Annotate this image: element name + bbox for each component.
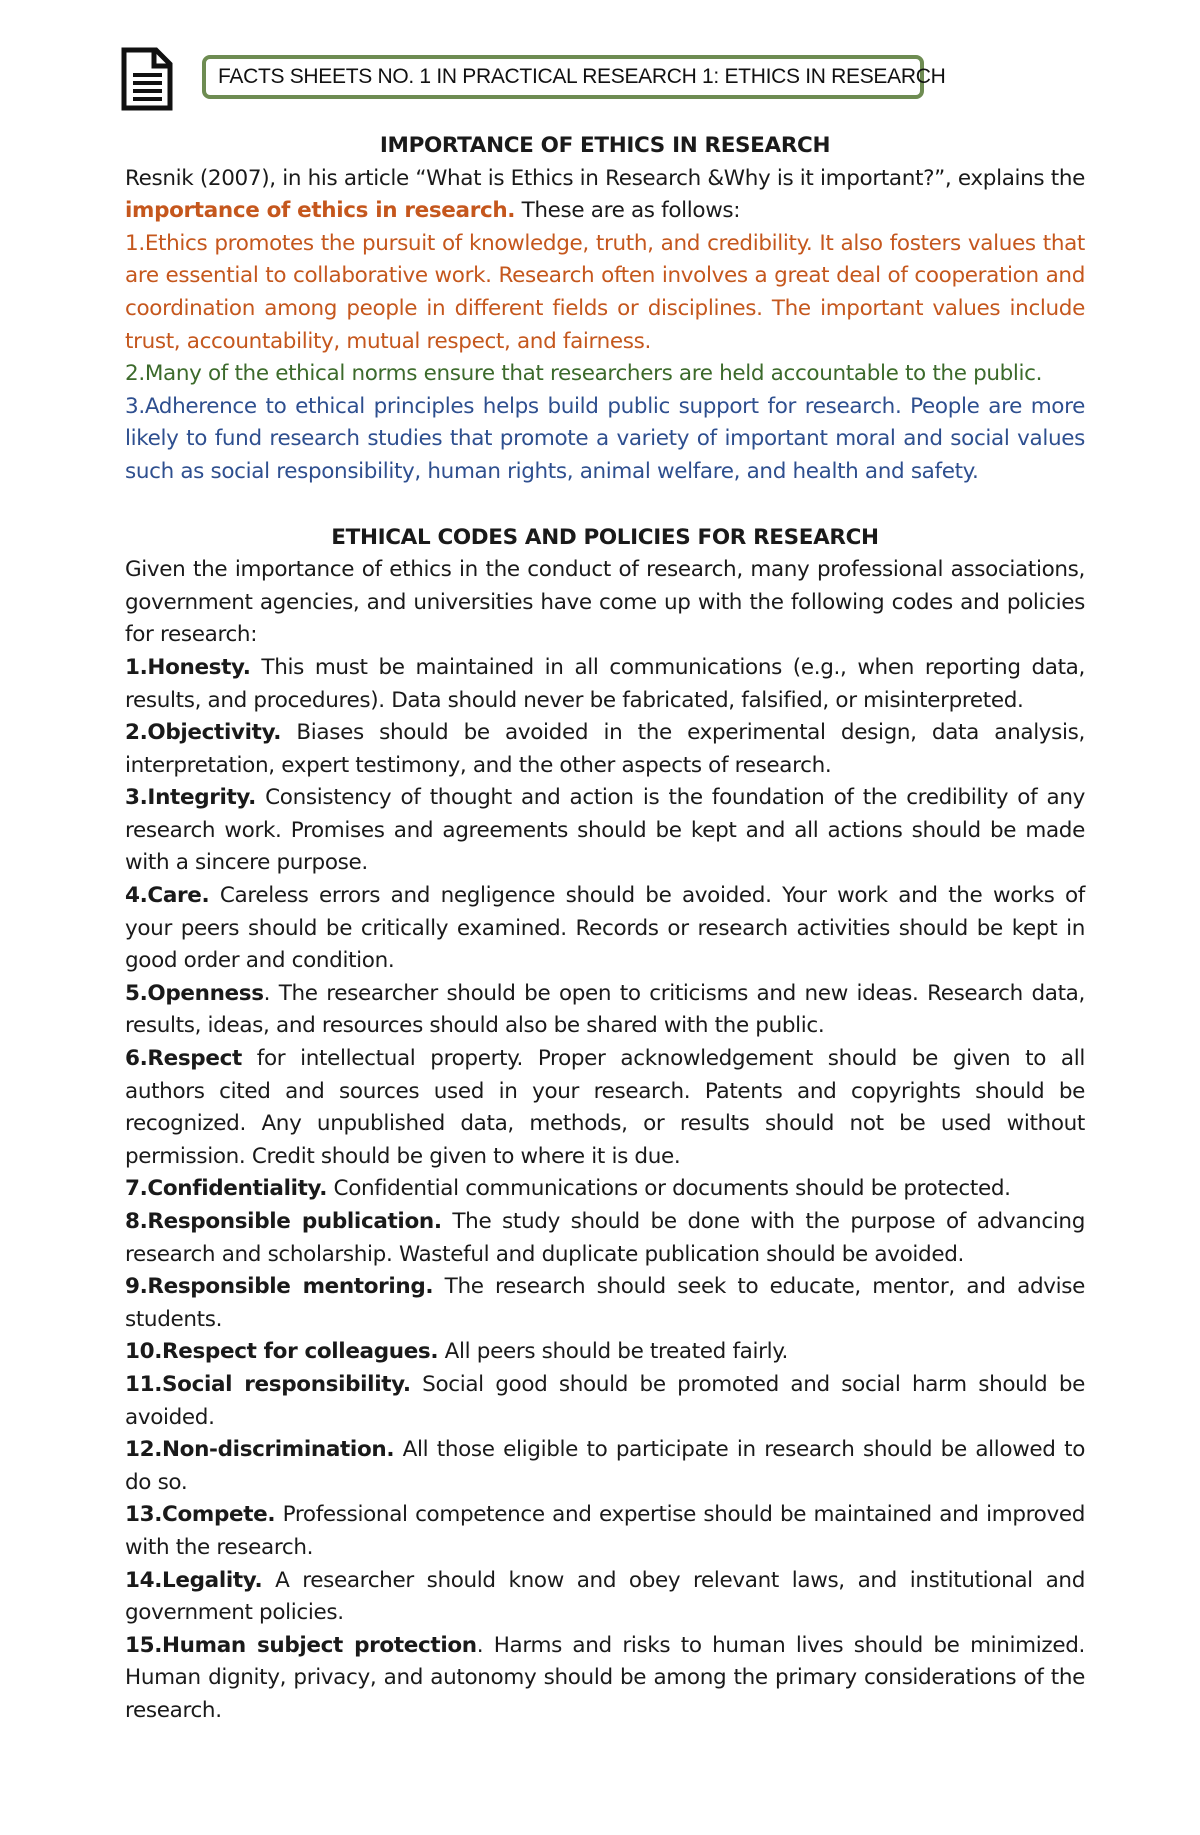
section-spacer <box>125 489 1085 522</box>
code-term: 2.Objectivity. <box>125 720 282 746</box>
code-item-legality <box>125 1565 1085 1630</box>
code-term: 3.Integrity. <box>125 785 256 811</box>
code-text: All peers should be treated fairly. <box>438 1339 789 1365</box>
code-term: 9.Responsible mentoring. <box>125 1274 434 1300</box>
code-term: 8.Responsible publication. <box>125 1209 442 1234</box>
code-text: Confidential communications or documents should be protected. <box>327 1176 1011 1202</box>
code-text: The research should seek to educate, mentor, and advise students. <box>125 1274 1085 1332</box>
code-item-social-responsibility <box>125 1369 1085 1434</box>
code-item-responsible-publication <box>125 1206 1085 1271</box>
code-text: . Harms and risks to human lives should be minimized. Human dignity, privacy, and autonomy should be among the primary considerations of the research. <box>125 1632 1085 1723</box>
code-text: . The researcher should be open to criticisms and new ideas. Research data, results, ideas, and resources should also be shared with the public. <box>125 980 1085 1039</box>
code-text: This must be maintained in all communications (e.g., when reporting data, results, and procedures). Data should never be fabricated, falsified, or misinterpreted. <box>125 654 1085 713</box>
document-icon <box>120 46 174 112</box>
fact-sheet-content <box>125 130 1085 1728</box>
importance-heading: IMPORTANCE OF ETHICS IN RESEARCH <box>379 133 831 158</box>
code-term: 4.Care. <box>125 883 210 909</box>
codes-heading: ETHICAL CODES AND POLICIES FOR RESEARCH <box>331 524 879 550</box>
code-text: The study should be done with the purpose of advancing research and scholarship. Wasteful and duplicate publication should be avoided. <box>125 1209 1085 1267</box>
importance-item-1: 1.Ethics promotes the pursuit of knowledge, truth, and credibility. It also fosters values that are essential to collaborative work. Research often involves a great deal of cooperation and coordination among people in different fields or disciplines. The important values include trust, accountability, mutual respect, and fairness. <box>125 230 1085 354</box>
codes-intro: Given the importance of ethics in the conduct of research, many professional associations, government agencies, and universities have come up with the following codes and policies for research: <box>125 557 1085 648</box>
code-term: 1.Honesty. <box>125 654 251 680</box>
importance-intro-highlight: importance of ethics in research. <box>125 198 516 224</box>
code-term: 15.Human subject protection <box>125 1632 477 1658</box>
code-text: Professional competence and expertise should be maintained and improved with the research. <box>125 1502 1085 1560</box>
code-item-confidentiality <box>125 1173 1085 1206</box>
code-item-non-discrimination <box>125 1434 1085 1499</box>
importance-intro <box>125 163 1085 228</box>
code-text: Biases should be avoided in the experimental design, data analysis, interpretation, expert testimony, and the other aspects of research. <box>125 720 1085 778</box>
code-item-openness <box>125 978 1085 1043</box>
code-item-care <box>125 880 1085 978</box>
code-term: 14.Legality. <box>125 1567 263 1593</box>
code-term: 5.Openness <box>125 980 264 1006</box>
code-term: 10.Respect for colleagues. <box>125 1339 439 1365</box>
code-item-objectivity <box>125 717 1085 782</box>
code-term: 11.Social responsibility. <box>125 1371 411 1397</box>
importance-intro-tail: These are as follows: <box>515 198 741 224</box>
code-item-human-subject-protection <box>125 1630 1085 1728</box>
importance-intro-text: Resnik (2007), in his article “What is Ethics in Research &Why is it important?”, explains the <box>125 165 1085 191</box>
code-term: 12.Non-discrimination. <box>125 1437 395 1463</box>
code-text: Consistency of thought and action is the foundation of the credibility of any research work. Promises and agreements should be kept and all actions should be made with a sincere purpose. <box>125 785 1085 876</box>
header-title-box <box>202 55 946 99</box>
code-item-compete <box>125 1499 1085 1564</box>
code-term: 13.Compete. <box>125 1502 276 1528</box>
header-title: FACTS SHEETS NO. 1 IN PRACTICAL RESEARCH 1: ETHICS IN RESEARCH <box>218 65 946 88</box>
code-item-honesty <box>125 652 1085 717</box>
importance-item-3: 3.Adherence to ethical principles helps build public support for research. People are more likely to fund research studies that promote a variety of important moral and social values such as social responsibility, human rights, animal welfare, and health and safety. <box>125 393 1085 484</box>
code-text: for intellectual property. Proper acknowledgement should be given to all authors cited and sources used in your research. Patents and copyrights should be recognized. Any unpublished data, methods, or results should not be used without permission. Credit should be given to where it is due. <box>125 1046 1085 1169</box>
code-item-respect-for-colleagues <box>125 1336 1085 1369</box>
code-item-respect <box>125 1043 1085 1173</box>
importance-item-2: 2.Many of the ethical norms ensure that researchers are held accountable to the public. <box>125 361 1043 387</box>
code-term: 7.Confidentiality. <box>125 1176 328 1202</box>
code-item-responsible-mentoring <box>125 1271 1085 1336</box>
code-text: All those eligible to participate in research should be allowed to do so. <box>125 1437 1085 1495</box>
code-text: A researcher should know and obey relevant laws, and institutional and government policies. <box>125 1567 1085 1626</box>
code-item-integrity <box>125 782 1085 880</box>
code-term: 6.Respect <box>125 1046 242 1072</box>
code-text: Careless errors and negligence should be avoided. Your work and the works of your peers should be critically examined. Records or research activities should be kept in good order and condition. <box>125 883 1085 974</box>
code-text: Social good should be promoted and social harm should be avoided. <box>125 1371 1086 1430</box>
